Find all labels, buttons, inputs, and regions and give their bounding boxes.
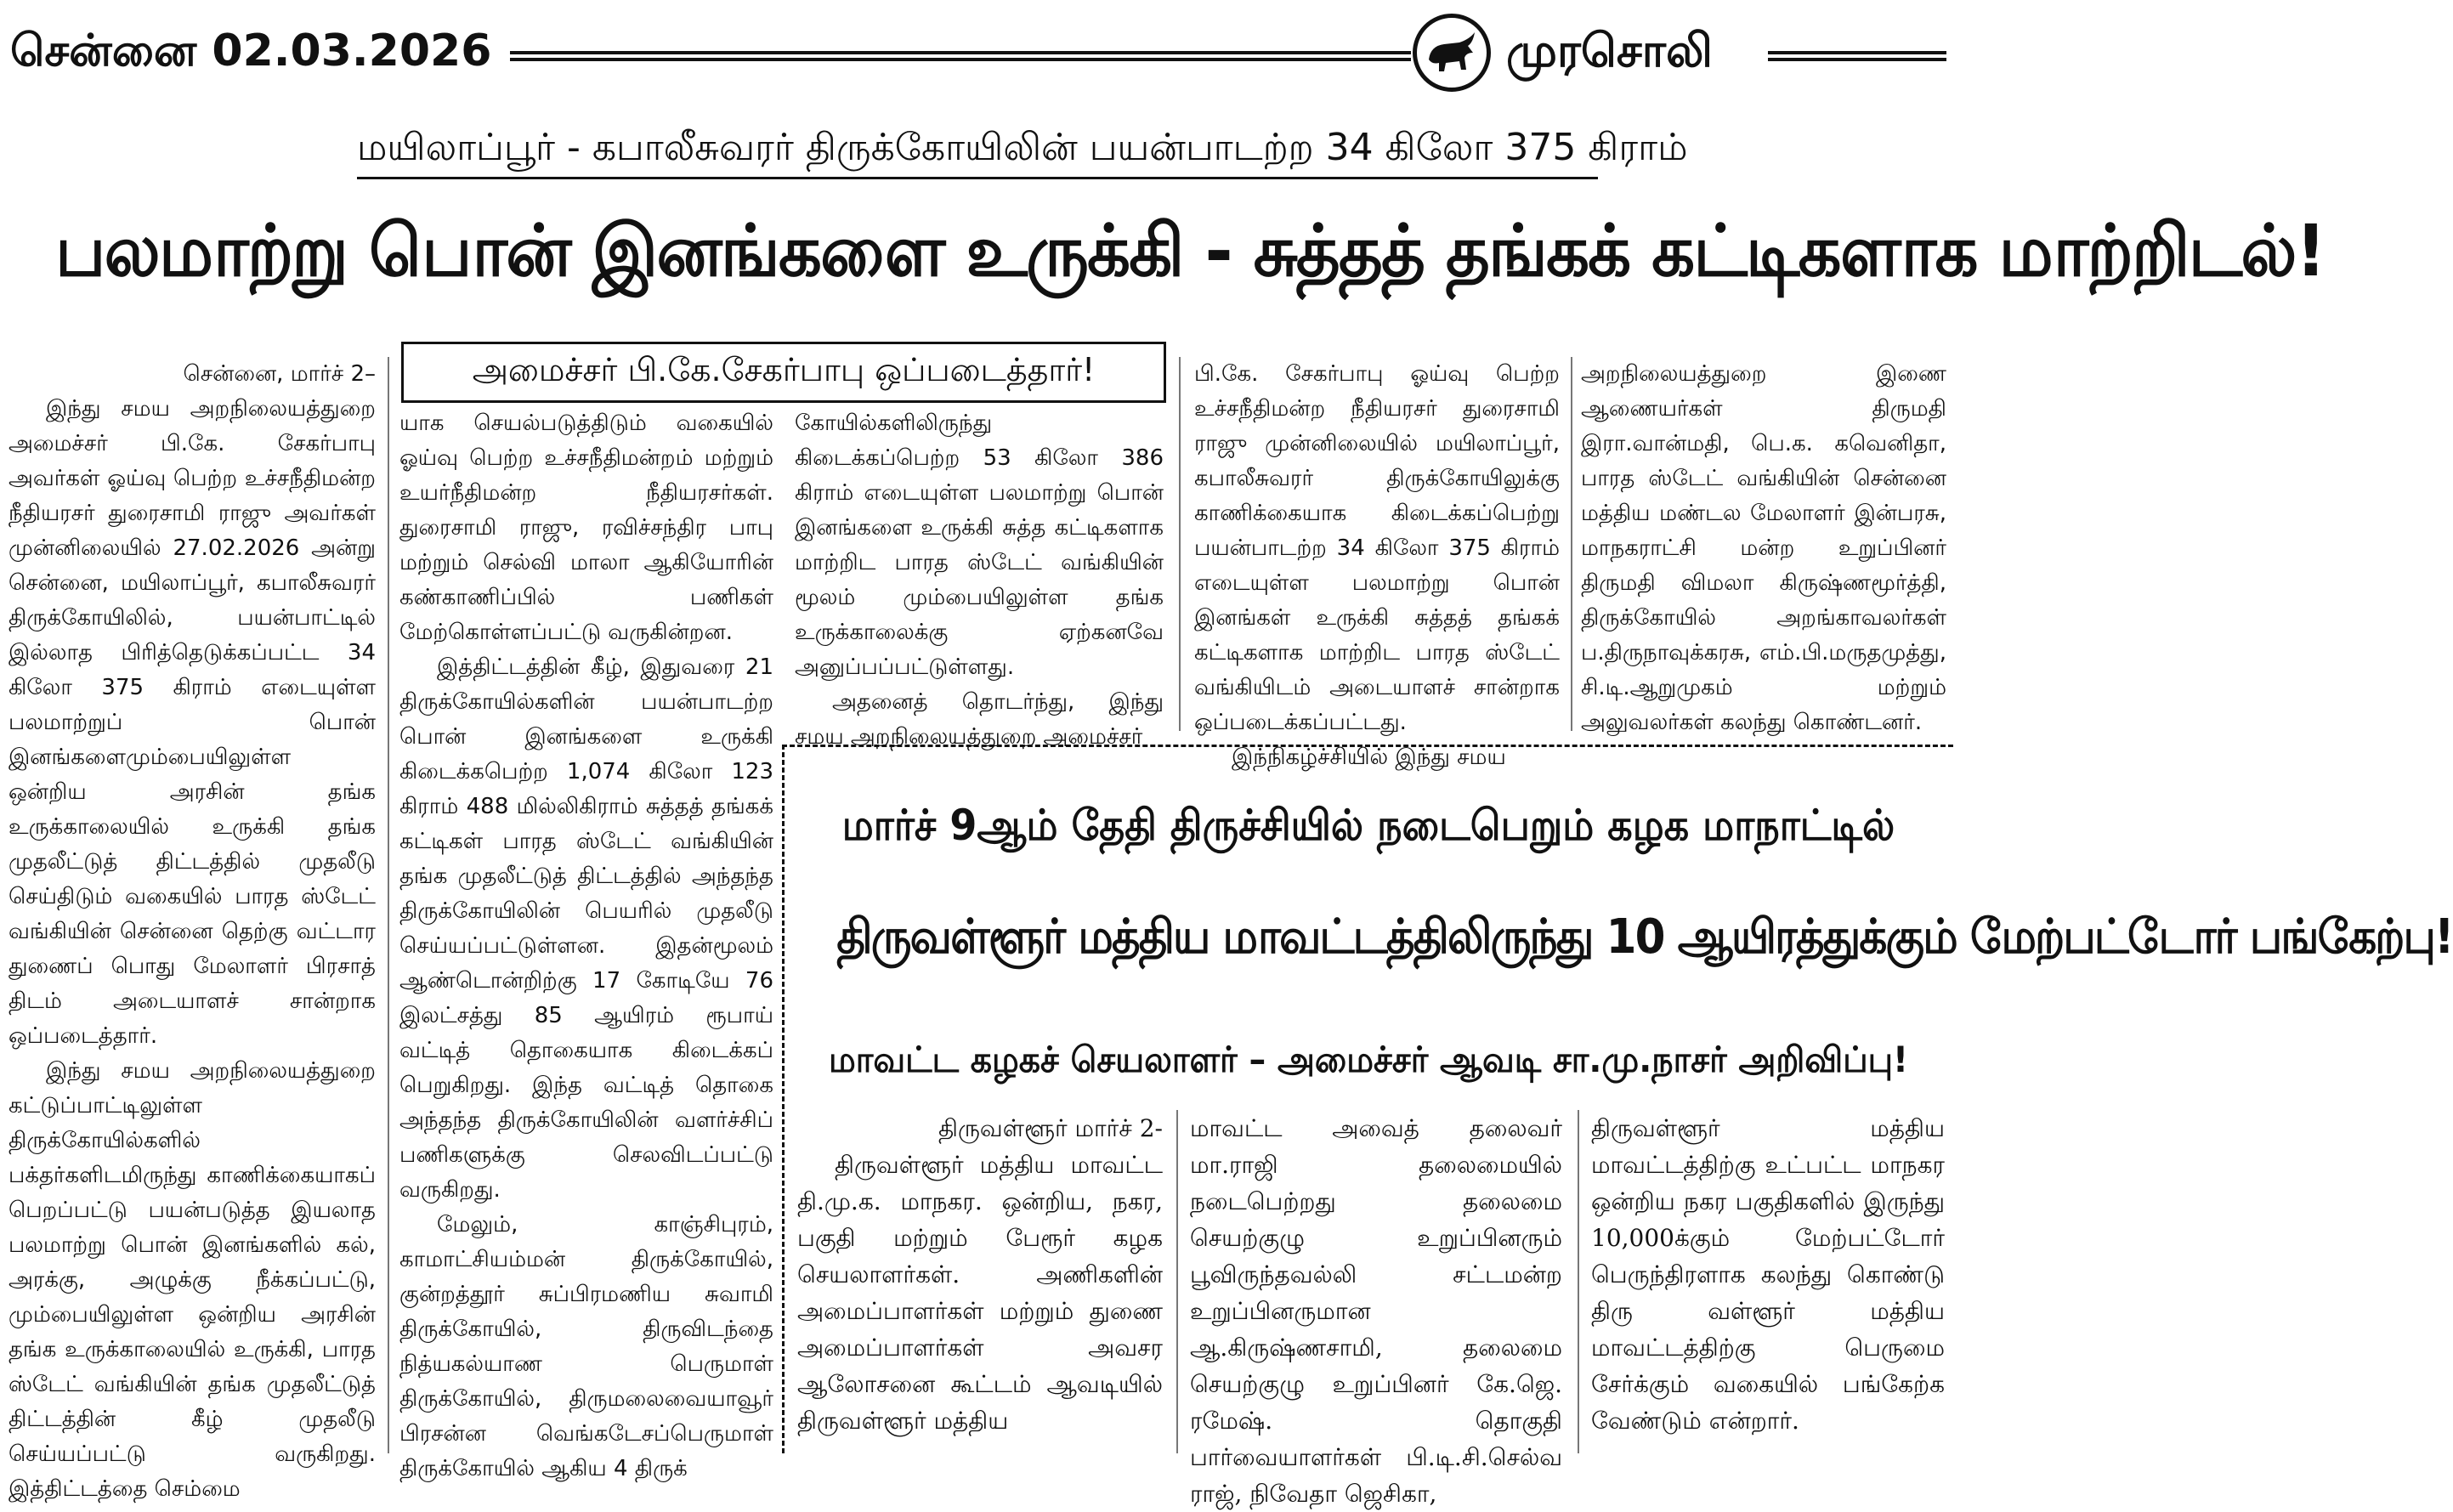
- main-col4-para-2: இந்நிகழ்ச்சியில் இந்து சமய: [1232, 745, 1506, 770]
- main-col1-para-1: இந்து சமய அறநிலையத்துறை அமைச்சர் பி.கே. சேகர்பாபு அவர்கள் ஓய்வு பெற்ற உச்சநீதிமன்ற நீதியரசர் துரைசாமி ராஜு அவர்கள் முன்னிலையில் 27.02.2026 அன்று சென்னை, மயிலாப்பூர், கபாலீசுவரர் திருக்கோயிலில், பயன்பாட்டில் இல்லாத பிரித்தெடுக்கப்பட்ட 34 கிலோ 375 கிராம் எடையுள்ள பலமாற்றுப் பொன் இனங்களைமும்பையிலுள்ள ஒன்றிய அரசின் தங்க உருக்காலையில் உருக்கி தங்க முதலீட்டுத் திட்டத்தில் முதலீடு செய்திடும் வகையில் பாரத ஸ்டேட் வங்கியின் சென்னை தெற்கு வட்டார துணைப் பொது மேலாளர் பிரசாத் திடம் அடையாளச் சான்றாக ஒப்படைத்தார்.: [8, 396, 376, 1049]
- main-column-2: [399, 406, 773, 1487]
- second-dateline: திருவள்ளூர் மார்ச் 2-: [938, 1114, 1163, 1142]
- bull-emblem-icon: [1413, 14, 1491, 92]
- main-dateline: சென்னை, மார்ச் 2–: [183, 361, 376, 387]
- second-column-2: [1190, 1110, 1562, 1512]
- main-column-5: [1581, 357, 1946, 740]
- main-col2-para-3: மேலும், காஞ்சிபுரம், காமாட்சியம்மன் திருக்கோயில், குன்றத்தூர் சுப்பிரமணிய சுவாமி திருக்கோயில், திருவிடந்தை நித்யகல்யாண பெருமாள் திருக்கோயில், திருமலைவையாவூர் பிரசன்ன வெங்கடேசப்பெருமாள் திருக்கோயில் ஆகிய 4 திருக்: [399, 1212, 773, 1481]
- main-col1-para-2: இந்து சமய அறநிலையத்துறை கட்டுப்பாட்டிலுள்ள திருக்கோயில்களில் பக்தர்களிடமிருந்து காணிக்கையாகப் பெறப்பட்டு பயன்படுத்த இயலாத பலமாற்று பொன் இனங்களில் கல், அரக்கு, அழுக்கு நீக்கப்பட்டு, மும்பையிலுள்ள ஒன்றிய அரசின் தங்க உருக்காலையில் உருக்கி, பாரத ஸ்டேட் வங்கியின் தங்க முதலீட்டுத் திட்டத்தின் கீழ் முதலீடு செய்யப்பட்டு வருகிறது. இத்திட்டத்தை செம்மை: [8, 1058, 376, 1502]
- second-column-1: [797, 1110, 1163, 1439]
- second-subhead: மாவட்ட கழகச் செயலாளர் – அமைச்சர் ஆவடி சா.மு.நாசர் அறிவிப்பு!: [829, 1039, 1908, 1080]
- masthead-rule-right: [1768, 51, 1946, 61]
- second-kicker: மார்ச் 9ஆம் தேதி திருச்சியில் நடைபெறும் கழக மாநாட்டில்: [841, 801, 1895, 850]
- main-column-1: [8, 357, 376, 1507]
- kicker-underline: [357, 177, 1598, 179]
- paper-name: முரசொலி: [1506, 24, 1713, 77]
- column-divider: [1179, 357, 1181, 731]
- main-col4-para-1: பி.கே. சேகர்பாபு ஓய்வு பெற்ற உச்சநீதிமன்ற நீதியரசர் துரைசாமி ராஜு முன்னிலையில் மயிலாப்பூர், கபாலீசுவரர் திருக்கோயிலுக்கு காணிக்கையாக கிடைக்கப்பெற்று பயன்பாடற்ற 34 கிலோ 375 கிராம் எடையுள்ள பலமாற்று பொன் இனங்கள் உருக்கி சுத்தத் தங்கக் கட்டிகளாக மாற்றிட பாரத ஸ்டேட் வங்கியிடம் அடையாளச் சான்றாக ஒப்படைக்கப்பட்டது.: [1194, 361, 1560, 735]
- masthead-rule-left: [510, 51, 1411, 61]
- main-subhead: அமைச்சர் பி.கே.சேகர்பாபு ஒப்படைத்தார்!: [401, 342, 1166, 403]
- main-col5-para-1: அறநிலையத்துறை இணை ஆணையர்கள் திருமதி இரா.வான்மதி, பெ.க. கவெனிதா, பாரத ஸ்டேட் வங்கியின் சென்னை மத்திய மண்டல மேலாளர் இன்பரசு, மாநகராட்சி மன்ற உறுப்பினர் திருமதி விமலா கிருஷ்ணமூர்த்தி, திருக்கோயில் அறங்காவலர்கள் ப.திருநாவுக்கரசு, எம்.பி.மருதமுத்து, சி.டி.ஆறுமுகம் மற்றும் அலுவலர்கள் கலந்து கொண்டனர்.: [1581, 361, 1946, 735]
- column-divider: [388, 357, 389, 1453]
- main-col3-para-2: அதனைத் தொடர்ந்து, இந்து சமய அறநிலையத்துறை அமைச்சர்: [795, 689, 1164, 750]
- column-divider: [1571, 357, 1572, 731]
- second-col2-para-1: மாவட்ட அவைத் தலைவர் மா.ராஜி தலைமையில் நடைபெற்றது தலைமை செயற்குழு உறுப்பினரும் பூவிருந்தவல்லி சட்டமன்ற உறுப்பினருமான ஆ.கிருஷ்ணசாமி, தலைமை செயற்குழு உறுப்பினர் கே.ஜெ. ரமேஷ். தொகுதி பார்வையாளர்கள் பி.டி.சி.செல்வ ராஜ், நிவேதா ஜெசிகா,: [1190, 1114, 1562, 1508]
- main-col2-para-1: யாக செயல்படுத்திடும் வகையில் ஓய்வு பெற்ற உச்சநீதிமன்றம் மற்றும் உயர்நீதிமன்ற நீதியரசர்கள். துரைசாமி ராஜு, ரவிச்சந்திர பாபு மற்றும் செல்வி மாலா ஆகியோரின் கண்காணிப்பில் பணிகள் மேற்கொள்ளப்பட்டு வருகின்றன.: [399, 411, 773, 645]
- bull-icon: [1422, 27, 1481, 78]
- main-col3-para-1: கோயில்களிலிருந்து கிடைக்கப்பெற்ற 53 கிலோ 386 கிராம் எடையுள்ள பலமாற்று பொன் இனங்களை உருக்கி சுத்த கட்டிகளாக மாற்றிட பாரத ஸ்டேட் வங்கியின் மூலம் மும்பையிலுள்ள தங்க உருக்காலைக்கு ஏற்கனவே அனுப்பப்பட்டுள்ளது.: [795, 411, 1164, 680]
- second-col1-para-1: திருவள்ளூர் மத்திய மாவட்ட தி.மு.க. மாநகர. ஒன்றிய, நகர, பகுதி மற்றும் பேரூர் கழக செயலாளர்கள். அணிகளின் அமைப்பாளர்கள் மற்றும் துணை அமைப்பாளர்கள் அவசர ஆலோசனை கூட்டம் ஆவடியில் திருவள்ளூர் மத்திய: [797, 1151, 1163, 1435]
- main-column-3: [795, 406, 1164, 755]
- main-column-4: [1194, 357, 1560, 775]
- second-column-3: [1591, 1110, 1945, 1439]
- main-headline: பலமாற்று பொன் இனங்களை உருக்கி - சுத்தத் தங்கக் கட்டிகளாக மாற்றிடல்!: [55, 209, 2326, 292]
- main-col2-para-2: இத்திட்டத்தின் கீழ், இதுவரை 21 திருக்கோயில்களின் பயன்பாடற்ற பொன் இனங்களை உருக்கி கிடைக்கபெற்ற 1,074 கிலோ 123 கிராம் 488 மில்லிகிராம் சுத்தத் தங்கக் கட்டிகள் பாரத ஸ்டேட் வங்கியின் தங்க முதலீட்டுத் திட்டத்தில் அந்தந்த திருக்கோயிலின் பெயரில் முதலீடு செய்யப்பட்டுள்ளன. இதன்மூலம் ஆண்டொன்றிற்கு 17 கோடியே 76 இலட்சத்து 85 ஆயிரம் ரூபாய் வட்டித் தொகையாக கிடைக்கப் பெறுகிறது. இந்த வட்டித் தொகை அந்தந்த திருக்கோயிலின் வளர்ச்சிப் பணிகளுக்கு செலவிடப்பட்டு வருகிறது.: [399, 654, 773, 1203]
- column-divider: [1176, 1110, 1178, 1453]
- second-col3-para-1: திருவள்ளூர் மத்திய மாவட்டத்திற்கு உட்பட்ட மாநகர ஒன்றிய நகர பகுதிகளில் இருந்து 10,000க்கும் மேற்பட்டோர் பெருந்திரளாக கலந்து கொண்டு திரு வள்ளூர் மத்திய மாவட்டத்திற்கு பெருமை சேர்க்கும் வகையில் பங்கேற்க வேண்டும் என்றார்.: [1591, 1114, 1945, 1435]
- second-headline: திருவள்ளூர் மத்திய மாவட்டத்திலிருந்து 10 ஆயிரத்துக்கும் மேற்பட்டோர் பங்கேற்பு!: [836, 909, 2453, 965]
- column-divider: [1578, 1110, 1579, 1453]
- main-kicker: மயிலாப்பூர் - கபாலீசுவரர் திருக்கோயிலின் பயன்பாடற்ற 34 கிலோ 375 கிராம்: [357, 126, 1688, 169]
- masthead: [0, 0, 1953, 109]
- issue-date: சென்னை 02.03.2026: [10, 25, 492, 76]
